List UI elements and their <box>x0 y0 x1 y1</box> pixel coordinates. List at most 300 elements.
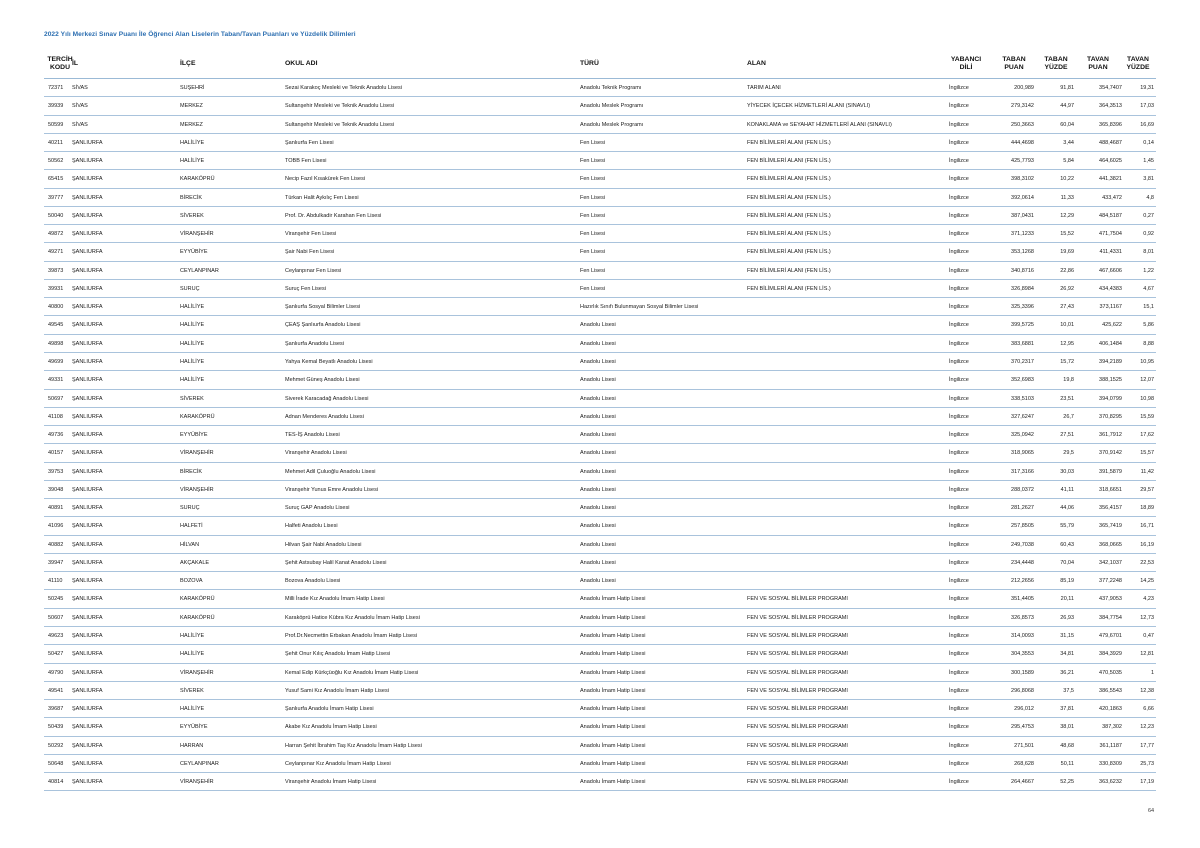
table-row <box>44 298 1156 316</box>
table-row <box>44 207 1156 225</box>
table-row <box>44 572 1156 590</box>
cell-tavan-puan: 370,8295 <box>1099 413 1122 420</box>
cell-turu: Anadolu Lisesi <box>580 505 616 512</box>
cell-tercih-kodu: 49736 <box>48 432 64 439</box>
cell-okul-adi: Hilvan Şair Nabi Anadolu Lisesi <box>285 541 362 548</box>
cell-il: ŞANLIURFA <box>72 760 103 767</box>
cell-tercih-kodu: 50648 <box>48 760 64 767</box>
cell-taban-yuzde: 50,11 <box>1060 760 1074 767</box>
cell-okul-adi: Mehmet Adil Çuluoğlu Anadolu Lisesi <box>285 468 376 475</box>
cell-tavan-puan: 425,622 <box>1102 322 1122 329</box>
cell-taban-puan: 317,3166 <box>1011 468 1034 475</box>
cell-okul-adi: Necip Fazıl Kısakürek Fen Lisesi <box>285 176 366 183</box>
cell-tercih-kodu: 50040 <box>48 212 64 219</box>
cell-il: ŞANLIURFA <box>72 779 103 786</box>
cell-tavan-puan: 330,8309 <box>1099 760 1122 767</box>
cell-taban-yuzde: 23,51 <box>1060 395 1074 402</box>
cell-taban-yuzde: 15,72 <box>1060 358 1074 365</box>
cell-il: ŞANLIURFA <box>72 687 103 694</box>
cell-taban-puan: 387,0431 <box>1011 212 1034 219</box>
cell-taban-puan: 200,989 <box>1014 85 1034 91</box>
cell-yabanci-dil: İngilizce <box>949 779 969 786</box>
table-row <box>44 225 1156 243</box>
cell-tavan-puan: 318,6651 <box>1099 486 1122 493</box>
cell-il: ŞANLIURFA <box>72 468 103 475</box>
cell-taban-yuzde: 41,11 <box>1060 486 1074 493</box>
cell-taban-yuzde: 48,68 <box>1060 742 1074 749</box>
table-row <box>44 773 1156 791</box>
cell-yabanci-dil: İngilizce <box>949 103 969 110</box>
table-row <box>44 152 1156 170</box>
cell-tercih-kodu: 49898 <box>48 340 64 347</box>
cell-tercih-kodu: 40211 <box>48 139 63 146</box>
cell-tavan-yuzde: 8,01 <box>1143 249 1154 256</box>
cell-ilce: HALİLİYE <box>180 158 205 165</box>
cell-tercih-kodu: 49331 <box>48 377 64 384</box>
cell-yabanci-dil: İngilizce <box>949 651 969 658</box>
cell-turu: Anadolu Lisesi <box>580 377 616 384</box>
cell-alan: FEN VE SOSYAL BİLİMLER PROGRAMI <box>747 760 848 767</box>
cell-okul-adi: Akabe Kız Anadolu İmam Hatip Lisesi <box>285 724 377 731</box>
cell-ilce: VİRANŞEHİR <box>180 450 214 457</box>
cell-yabanci-dil: İngilizce <box>949 596 969 603</box>
cell-taban-yuzde: 31,15 <box>1060 632 1074 639</box>
cell-il: ŞANLIURFA <box>72 632 103 639</box>
cell-taban-yuzde: 12,95 <box>1060 340 1074 347</box>
cell-yabanci-dil: İngilizce <box>949 450 969 457</box>
cell-okul-adi: Şanlıurfa Sosyal Bilimler Lisesi <box>285 304 361 311</box>
cell-taban-puan: 370,2317 <box>1011 358 1034 365</box>
document-title: 2022 Yılı Merkezi Sınav Puanı İle Öğrenci Alan Liselerin Taban/Tavan Puanları ve Yüzdelik Dilimleri <box>44 31 356 38</box>
cell-taban-yuzde: 27,51 <box>1060 432 1074 439</box>
cell-ilce: HİLVAN <box>180 541 200 548</box>
cell-tavan-yuzde: 1,22 <box>1143 267 1154 274</box>
cell-alan: FEN BİLİMLERİ ALANI (FEN LİS.) <box>747 267 831 274</box>
cell-il: ŞANLIURFA <box>72 267 103 274</box>
cell-alan: FEN VE SOSYAL BİLİMLER PROGRAMI <box>747 706 848 713</box>
cell-tercih-kodu: 50607 <box>48 614 64 621</box>
cell-okul-adi: Ceylanpınar Fen Lisesi <box>285 267 342 274</box>
cell-tavan-puan: 384,3929 <box>1099 651 1122 658</box>
cell-okul-adi: Şanlıurfa Fen Lisesi <box>285 139 334 146</box>
cell-taban-puan: 318,9065 <box>1011 450 1034 457</box>
table-row <box>44 609 1156 627</box>
cell-ilce: AKÇAKALE <box>180 559 210 566</box>
cell-yabanci-dil: İngilizce <box>949 231 969 238</box>
cell-alan: FEN BİLİMLERİ ALANI (FEN LİS.) <box>747 194 831 201</box>
cell-tercih-kodu: 41108 <box>48 413 63 420</box>
table-row <box>44 700 1156 718</box>
cell-taban-puan: 288,0372 <box>1011 486 1034 493</box>
cell-yabanci-dil: İngilizce <box>949 194 969 201</box>
cell-alan: YİYECEK İÇECEK HİZMETLERİ ALANI (SINAVLI) <box>747 103 871 110</box>
cell-tavan-yuzde: 16,19 <box>1140 541 1154 548</box>
cell-tavan-puan: 464,6025 <box>1099 158 1122 165</box>
cell-tercih-kodu: 39048 <box>48 486 64 493</box>
cell-tercih-kodu: 50292 <box>48 742 64 749</box>
cell-tavan-yuzde: 10,98 <box>1140 395 1154 402</box>
cell-ilce: SUŞEHRİ <box>180 85 205 91</box>
cell-tavan-yuzde: 3,81 <box>1143 176 1154 183</box>
table-row <box>44 682 1156 700</box>
cell-tercih-kodu: 40891 <box>48 505 64 512</box>
cell-taban-puan: 212,2656 <box>1011 578 1034 585</box>
header-vy-line2: YÜZDE <box>1126 63 1150 71</box>
cell-taban-puan: 425,7793 <box>1011 158 1034 165</box>
cell-tercih-kodu: 41096 <box>48 523 64 530</box>
cell-tercih-kodu: 39777 <box>48 194 64 201</box>
cell-yabanci-dil: İngilizce <box>949 486 969 493</box>
cell-tavan-puan: 364,3513 <box>1099 103 1122 110</box>
cell-okul-adi: Viranşehir Anadolu Lisesi <box>285 450 347 457</box>
cell-alan: FEN VE SOSYAL BİLİMLER PROGRAMI <box>747 779 848 786</box>
cell-tavan-yuzde: 22,53 <box>1140 559 1154 566</box>
cell-taban-yuzde: 10,22 <box>1060 176 1074 183</box>
cell-okul-adi: ÇEAŞ Şanlıurfa Anadolu Lisesi <box>285 322 361 329</box>
cell-ilce: EYYÜBİYE <box>180 432 208 439</box>
cell-ilce: MERKEZ <box>180 121 203 128</box>
cell-taban-puan: 279,3142 <box>1011 103 1034 110</box>
cell-yabanci-dil: İngilizce <box>949 432 969 439</box>
cell-yabanci-dil: İngilizce <box>949 267 969 274</box>
table-row <box>44 499 1156 517</box>
cell-alan: FEN BİLİMLERİ ALANI (FEN LİS.) <box>747 176 831 183</box>
cell-alan: FEN VE SOSYAL BİLİMLER PROGRAMI <box>747 669 848 676</box>
cell-tercih-kodu: 49872 <box>48 231 64 238</box>
cell-tavan-puan: 394,2189 <box>1099 358 1122 365</box>
cell-tavan-yuzde: 0,27 <box>1143 212 1154 219</box>
cell-il: ŞANLIURFA <box>72 249 103 256</box>
cell-yabanci-dil: İngilizce <box>949 395 969 402</box>
cell-okul-adi: Suruç Fen Lisesi <box>285 285 326 292</box>
cell-tercih-kodu: 50245 <box>48 596 64 603</box>
table-row <box>44 134 1156 152</box>
cell-alan: FEN VE SOSYAL BİLİMLER PROGRAMI <box>747 596 848 603</box>
table-row <box>44 408 1156 426</box>
cell-tavan-puan: 470,5035 <box>1099 669 1122 676</box>
cell-tavan-puan: 384,7754 <box>1099 614 1122 621</box>
cell-okul-adi: Viranşehir Fen Lisesi <box>285 231 337 238</box>
cell-okul-adi: Siverek Karacadağ Anadolu Lisesi <box>285 395 369 402</box>
cell-tercih-kodu: 40800 <box>48 304 64 311</box>
table-row <box>44 517 1156 535</box>
cell-il: ŞANLIURFA <box>72 559 103 566</box>
cell-tercih-kodu: 39753 <box>48 468 64 475</box>
cell-il: ŞANLIURFA <box>72 541 103 548</box>
table-row <box>44 316 1156 334</box>
cell-yabanci-dil: İngilizce <box>949 578 969 585</box>
cell-turu: Anadolu İmam Hatip Lisesi <box>580 760 646 767</box>
cell-okul-adi: Harran Şehit İbrahim Taş Kız Anadolu İmam Hatip Lisesi <box>285 742 422 749</box>
cell-alan: FEN VE SOSYAL BİLİMLER PROGRAMI <box>747 632 848 639</box>
table-row <box>44 390 1156 408</box>
cell-taban-yuzde: 60,43 <box>1060 541 1074 548</box>
cell-taban-puan: 444,4698 <box>1011 139 1034 146</box>
cell-okul-adi: Sezai Karakoç Mesleki ve Teknik Anadolu Lisesi <box>285 85 402 91</box>
cell-taban-puan: 325,0942 <box>1011 432 1034 439</box>
cell-okul-adi: Adnan Menderes Anadolu Lisesi <box>285 413 364 420</box>
header-tavan-puan <box>1078 56 1118 71</box>
cell-tavan-puan: 388,1525 <box>1099 377 1122 384</box>
cell-okul-adi: Sultanşehir Mesleki ve Teknik Anadolu Lisesi <box>285 103 395 110</box>
cell-turu: Anadolu Lisesi <box>580 432 616 439</box>
header-ty-line1: TABAN <box>1044 56 1068 63</box>
cell-tavan-yuzde: 17,19 <box>1140 779 1154 786</box>
cell-yabanci-dil: İngilizce <box>949 760 969 767</box>
cell-yabanci-dil: İngilizce <box>949 176 969 183</box>
cell-okul-adi: Türkan Halit Aykılıç Fen Lisesi <box>285 194 359 201</box>
cell-tavan-puan: 437,9053 <box>1099 596 1122 603</box>
table-row <box>44 371 1156 389</box>
cell-okul-adi: Karaköprü Hatice Kübra Kız Anadolu İmam Hatip Lisesi <box>285 614 420 621</box>
header-alan: ALAN <box>747 60 766 67</box>
cell-okul-adi: Viranşehir Yunus Emre Anadolu Lisesi <box>285 486 379 493</box>
cell-ilce: VİRANŞEHİR <box>180 486 214 493</box>
cell-alan: FEN BİLİMLERİ ALANI (FEN LİS.) <box>747 231 831 238</box>
cell-taban-yuzde: 37,81 <box>1060 706 1074 713</box>
table-row <box>44 79 1156 97</box>
cell-tercih-kodu: 39687 <box>48 706 64 713</box>
cell-alan: KONAKLAMA ve SEYAHAT HİZMETLERİ ALANI (SINAVLI) <box>747 121 892 128</box>
cell-il: ŞANLIURFA <box>72 596 103 603</box>
cell-yabanci-dil: İngilizce <box>949 523 969 530</box>
cell-il: ŞANLIURFA <box>72 413 103 420</box>
header-turu: TÜRÜ <box>580 60 599 67</box>
cell-tavan-yuzde: 4,8 <box>1146 194 1154 201</box>
cell-tercih-kodu: 40157 <box>48 450 64 457</box>
header-il: İL <box>72 60 79 67</box>
cell-turu: Fen Lisesi <box>580 194 606 201</box>
cell-taban-yuzde: 20,11 <box>1060 596 1074 603</box>
cell-ilce: BİRECİK <box>180 194 203 201</box>
cell-yabanci-dil: İngilizce <box>949 304 969 311</box>
cell-il: ŞANLIURFA <box>72 231 103 238</box>
cell-taban-yuzde: 30,03 <box>1060 468 1074 475</box>
table-row <box>44 664 1156 682</box>
cell-alan: TARIM ALANI <box>747 85 781 91</box>
table-row <box>44 481 1156 499</box>
cell-tavan-puan: 373,1167 <box>1099 304 1122 311</box>
header-ty-line2: YÜZDE <box>1044 63 1068 71</box>
cell-taban-puan: 326,8984 <box>1011 285 1034 292</box>
cell-tercih-kodu: 50599 <box>48 121 64 128</box>
header-tavan-yuzde <box>1120 56 1156 71</box>
cell-taban-yuzde: 5,84 <box>1063 158 1074 165</box>
cell-il: SİVAS <box>72 103 88 110</box>
cell-tercih-kodu: 39873 <box>48 267 64 274</box>
page-number: 64 <box>1148 808 1155 814</box>
table-row <box>44 463 1156 481</box>
header-taban-puan <box>996 56 1032 71</box>
cell-il: ŞANLIURFA <box>72 505 103 512</box>
cell-turu: Fen Lisesi <box>580 158 606 165</box>
cell-yabanci-dil: İngilizce <box>949 285 969 292</box>
cell-taban-puan: 296,8068 <box>1011 687 1034 694</box>
cell-il: ŞANLIURFA <box>72 176 103 183</box>
cell-turu: Fen Lisesi <box>580 176 606 183</box>
cell-taban-puan: 325,3396 <box>1011 304 1034 311</box>
cell-ilce: SURUÇ <box>180 505 200 512</box>
cell-turu: Fen Lisesi <box>580 139 606 146</box>
cell-okul-adi: Ceylanpınar Kız Anadolu İmam Hatip Lisesi <box>285 760 391 767</box>
cell-tavan-puan: 365,8396 <box>1099 121 1122 128</box>
cell-il: ŞANLIURFA <box>72 724 103 731</box>
cell-il: ŞANLIURFA <box>72 450 103 457</box>
cell-ilce: HALİLİYE <box>180 651 205 658</box>
cell-turu: Anadolu İmam Hatip Lisesi <box>580 614 646 621</box>
cell-taban-yuzde: 60,04 <box>1060 121 1074 128</box>
cell-il: ŞANLIURFA <box>72 651 103 658</box>
cell-turu: Anadolu Lisesi <box>580 523 616 530</box>
cell-il: ŞANLIURFA <box>72 669 103 676</box>
cell-turu: Fen Lisesi <box>580 249 606 256</box>
cell-tavan-puan: 363,6232 <box>1099 779 1122 786</box>
cell-tavan-puan: 356,4157 <box>1099 505 1122 512</box>
cell-tavan-yuzde: 11,42 <box>1140 468 1154 475</box>
cell-yabanci-dil: İngilizce <box>949 377 969 384</box>
cell-tavan-yuzde: 4,23 <box>1143 596 1154 603</box>
cell-yabanci-dil: İngilizce <box>949 742 969 749</box>
cell-turu: Anadolu Lisesi <box>580 450 616 457</box>
cell-tavan-yuzde: 17,03 <box>1140 103 1154 110</box>
cell-tavan-yuzde: 12,07 <box>1140 377 1154 384</box>
cell-tercih-kodu: 50439 <box>48 724 64 731</box>
table-row <box>44 590 1156 608</box>
cell-tavan-puan: 488,4687 <box>1099 139 1122 146</box>
cell-okul-adi: Viranşehir Anadolu İmam Hatip Lisesi <box>285 779 377 786</box>
cell-ilce: BOZOVA <box>180 578 203 585</box>
cell-tavan-puan: 420,1863 <box>1099 706 1122 713</box>
cell-okul-adi: Şair Nabi Fen Lisesi <box>285 249 335 256</box>
cell-tavan-puan: 433,472 <box>1102 194 1122 201</box>
cell-turu: Anadolu Lisesi <box>580 395 616 402</box>
cell-taban-yuzde: 26,93 <box>1060 614 1074 621</box>
cell-tavan-yuzde: 14,25 <box>1140 578 1154 585</box>
cell-il: ŞANLIURFA <box>72 377 103 384</box>
cell-tavan-yuzde: 25,73 <box>1140 760 1154 767</box>
header-okul: OKUL ADI <box>285 60 318 67</box>
cell-il: ŞANLIURFA <box>72 523 103 530</box>
header-tp-line2: PUAN <box>1004 63 1024 71</box>
cell-tavan-puan: 411,4331 <box>1099 249 1122 256</box>
cell-ilce: VİRANŞEHİR <box>180 779 214 786</box>
cell-tavan-puan: 354,7407 <box>1099 85 1122 91</box>
cell-ilce: HALİLİYE <box>180 706 205 713</box>
cell-alan: FEN VE SOSYAL BİLİMLER PROGRAMI <box>747 742 848 749</box>
cell-tavan-yuzde: 4,67 <box>1143 285 1154 292</box>
cell-taban-yuzde: 27,43 <box>1060 304 1074 311</box>
table-row <box>44 97 1156 115</box>
cell-tavan-yuzde: 19,31 <box>1140 85 1154 91</box>
cell-tercih-kodu: 50427 <box>48 651 64 658</box>
cell-taban-puan: 398,3102 <box>1011 176 1034 183</box>
cell-turu: Anadolu İmam Hatip Lisesi <box>580 669 646 676</box>
cell-turu: Fen Lisesi <box>580 212 606 219</box>
table-row <box>44 116 1156 134</box>
cell-tavan-puan: 368,0665 <box>1099 541 1122 548</box>
cell-taban-yuzde: 15,52 <box>1060 231 1074 238</box>
cell-tercih-kodu: 40882 <box>48 541 64 548</box>
cell-tercih-kodu: 49271 <box>48 249 64 256</box>
table-row <box>44 280 1156 298</box>
cell-tercih-kodu: 50697 <box>48 395 64 402</box>
cell-alan: FEN VE SOSYAL BİLİMLER PROGRAMI <box>747 614 848 621</box>
table-row <box>44 335 1156 353</box>
cell-il: ŞANLIURFA <box>72 322 103 329</box>
cell-taban-puan: 314,0093 <box>1011 632 1034 639</box>
cell-tavan-yuzde: 10,95 <box>1140 358 1154 365</box>
cell-il: SİVAS <box>72 121 88 128</box>
cell-turu: Anadolu Lisesi <box>580 358 616 365</box>
cell-ilce: VİRANŞEHİR <box>180 231 214 238</box>
cell-taban-yuzde: 22,86 <box>1060 267 1074 274</box>
header-tp-line1: TABAN <box>1002 56 1026 63</box>
cell-tavan-puan: 394,0799 <box>1099 395 1122 402</box>
cell-yabanci-dil: İngilizce <box>949 322 969 329</box>
cell-taban-puan: 383,6881 <box>1011 340 1034 347</box>
cell-taban-yuzde: 34,81 <box>1060 651 1074 658</box>
cell-il: ŞANLIURFA <box>72 614 103 621</box>
table-row <box>44 554 1156 572</box>
cell-turu: Hazırlık Sınıfı Bulunmayan Sosyal Bilimler Lisesi <box>580 304 699 311</box>
cell-turu: Anadolu İmam Hatip Lisesi <box>580 706 646 713</box>
cell-turu: Fen Lisesi <box>580 267 606 274</box>
cell-tavan-puan: 387,302 <box>1102 724 1122 731</box>
cell-tavan-yuzde: 6,66 <box>1143 706 1154 713</box>
table-row <box>44 444 1156 462</box>
cell-ilce: BİRECİK <box>180 468 203 475</box>
cell-yabanci-dil: İngilizce <box>949 669 969 676</box>
cell-taban-yuzde: 3,44 <box>1063 139 1074 146</box>
cell-ilce: HALİLİYE <box>180 139 205 146</box>
cell-ilce: CEYLANPINAR <box>180 760 219 767</box>
cell-alan: FEN VE SOSYAL BİLİMLER PROGRAMI <box>747 651 848 658</box>
header-vy-line1: TAVAN <box>1127 56 1149 63</box>
cell-taban-puan: 257,8505 <box>1011 523 1034 530</box>
cell-taban-yuzde: 11,33 <box>1060 194 1074 201</box>
cell-okul-adi: Kemal Edip Kürkçüoğlu Kız Anadolu İmam Hatip Lisesi <box>285 669 419 676</box>
cell-tavan-yuzde: 8,88 <box>1143 340 1154 347</box>
cell-tavan-yuzde: 12,81 <box>1140 651 1154 658</box>
cell-okul-adi: Prof.Dr.Necmettin Erbakan Anadolu İmam Hatip Lisesi <box>285 632 418 639</box>
cell-taban-puan: 234,4448 <box>1011 559 1034 566</box>
cell-ilce: CEYLANPINAR <box>180 267 219 274</box>
cell-tavan-yuzde: 12,38 <box>1140 687 1154 694</box>
table-row <box>44 755 1156 773</box>
cell-taban-puan: 268,628 <box>1014 760 1034 767</box>
cell-taban-puan: 304,3553 <box>1011 651 1034 658</box>
cell-tavan-yuzde: 12,73 <box>1140 614 1154 621</box>
cell-turu: Fen Lisesi <box>580 285 606 292</box>
cell-taban-yuzde: 55,79 <box>1060 523 1074 530</box>
cell-turu: Anadolu İmam Hatip Lisesi <box>580 687 646 694</box>
cell-taban-yuzde: 19,8 <box>1063 377 1074 384</box>
cell-tavan-puan: 361,7912 <box>1099 432 1122 439</box>
cell-alan: FEN BİLİMLERİ ALANI (FEN LİS.) <box>747 285 831 292</box>
table-row <box>44 718 1156 736</box>
cell-ilce: SİVEREK <box>180 395 204 402</box>
cell-taban-yuzde: 19,69 <box>1060 249 1074 256</box>
cell-tavan-puan: 471,7504 <box>1099 231 1122 238</box>
cell-alan: FEN VE SOSYAL BİLİMLER PROGRAMI <box>747 724 848 731</box>
cell-il: ŞANLIURFA <box>72 486 103 493</box>
cell-tavan-yuzde: 16,69 <box>1140 121 1154 128</box>
cell-tavan-yuzde: 29,57 <box>1140 486 1154 493</box>
cell-tavan-yuzde: 1 <box>1150 669 1154 676</box>
cell-tavan-yuzde: 5,86 <box>1143 322 1154 329</box>
cell-tercih-kodu: 49623 <box>48 632 64 639</box>
cell-yabanci-dil: İngilizce <box>949 541 969 548</box>
